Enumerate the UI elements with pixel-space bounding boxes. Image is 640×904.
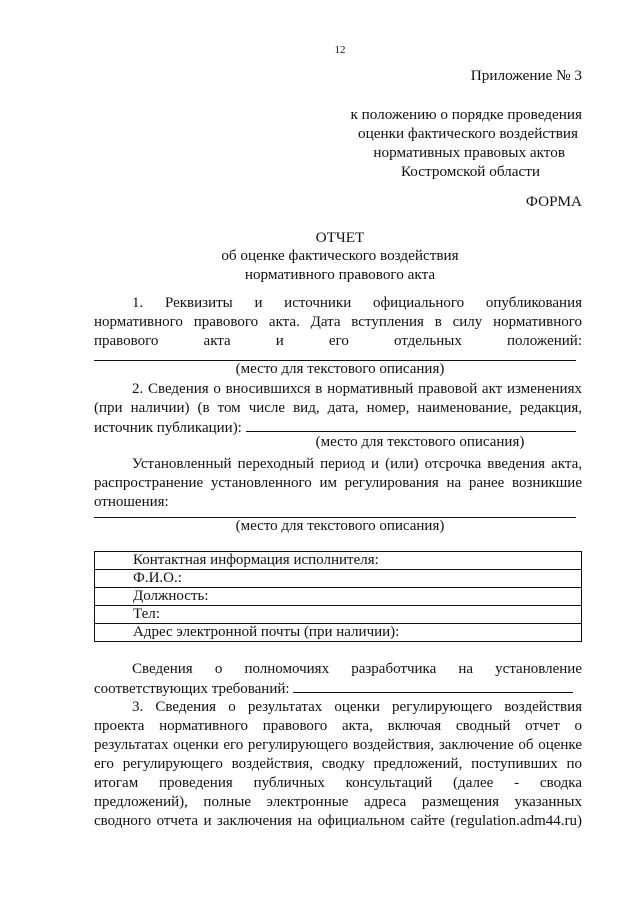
section2-line-1: 2. Сведения о вносившихся в нормативный правовой акт изменениях — [132, 381, 582, 397]
contacts-row — [95, 588, 582, 606]
section2-source-field — [246, 418, 576, 432]
authority-line-2-text: соответствующих требований: — [94, 681, 290, 697]
authority-line-1: Сведения о полномочиях разработчика на установление — [132, 661, 582, 677]
section2-line-3-text: источник публикации): — [94, 420, 242, 436]
authority-requirements-field — [293, 679, 573, 693]
contacts-row — [95, 624, 582, 642]
transition-line-2: распространение установленного им регулирования на ранее возникшие — [94, 475, 582, 491]
transition-line-3: отношения: — [94, 494, 169, 510]
contacts-row — [95, 552, 582, 570]
page-number: 12 — [334, 44, 346, 56]
appendix-line-4: Костромской области — [400, 163, 540, 180]
section2-placeholder: (место для текстового описания) — [315, 434, 525, 450]
authority-line-2 — [94, 679, 582, 700]
section1-placeholder: (место для текстового описания) — [235, 361, 445, 377]
contacts-fio-cell: Ф.И.О.: — [95, 570, 582, 588]
section2-line-2: (при наличии) (в том числе вид, дата, номер, наименование, редакция, — [94, 400, 582, 416]
section3-line-1: 3. Сведения о результатах оценки регулирующего воздействия — [132, 699, 582, 715]
section1-line-3: правового акта и его отдельных положений: — [94, 333, 582, 349]
section3-line-2: проекта нормативного правового акта, включая сводный отчет о — [94, 718, 582, 734]
report-subtitle-1: об оценке фактического воздействия — [221, 247, 459, 264]
contacts-row — [95, 570, 582, 588]
contacts-row — [95, 606, 582, 624]
section1-line-1: 1. Реквизиты и источники официального опубликования — [132, 295, 582, 311]
section3-line-7: сводного отчета и заключения на официальном сайте (regulation.adm44.ru) — [94, 813, 582, 829]
appendix-line-1: к положению о порядке проведения — [350, 106, 582, 123]
contacts-email-cell: Адрес электронной почты (при наличии): — [95, 624, 582, 642]
contacts-phone-cell: Тел: — [95, 606, 582, 624]
contacts-position-cell: Должность: — [95, 588, 582, 606]
appendix-line-3: нормативных правовых актов — [373, 144, 565, 161]
form-label: ФОРМА — [525, 193, 582, 210]
section3-line-4: его регулирующего воздействия, сводку предложений, поступивших по — [94, 756, 582, 772]
contacts-header-cell: Контактная информация исполнителя: — [95, 552, 582, 570]
section1-line-2: нормативного правового акта. Дата вступления в силу нормативного — [94, 314, 582, 330]
appendix-line-2: оценки фактического воздействия — [357, 125, 578, 142]
transition-placeholder: (место для текстового описания) — [235, 518, 445, 534]
section3-line-6: предложений), полные электронные адреса размещения указанных — [94, 794, 582, 810]
report-subtitle-2: нормативного правового акта — [244, 266, 436, 283]
contacts-table — [94, 551, 582, 642]
section3-line-3: результатах оценки его регулирующего воздействия, заключение об оценке — [94, 737, 582, 753]
report-title: ОТЧЕТ — [315, 229, 365, 246]
transition-line-1: Установленный переходный период и (или) отсрочка введения акта, — [132, 456, 582, 472]
section3-line-5: итогам проведения публичных консультаций (далее - сводка — [94, 775, 582, 791]
appendix-title: Приложение № 3 — [470, 67, 582, 84]
